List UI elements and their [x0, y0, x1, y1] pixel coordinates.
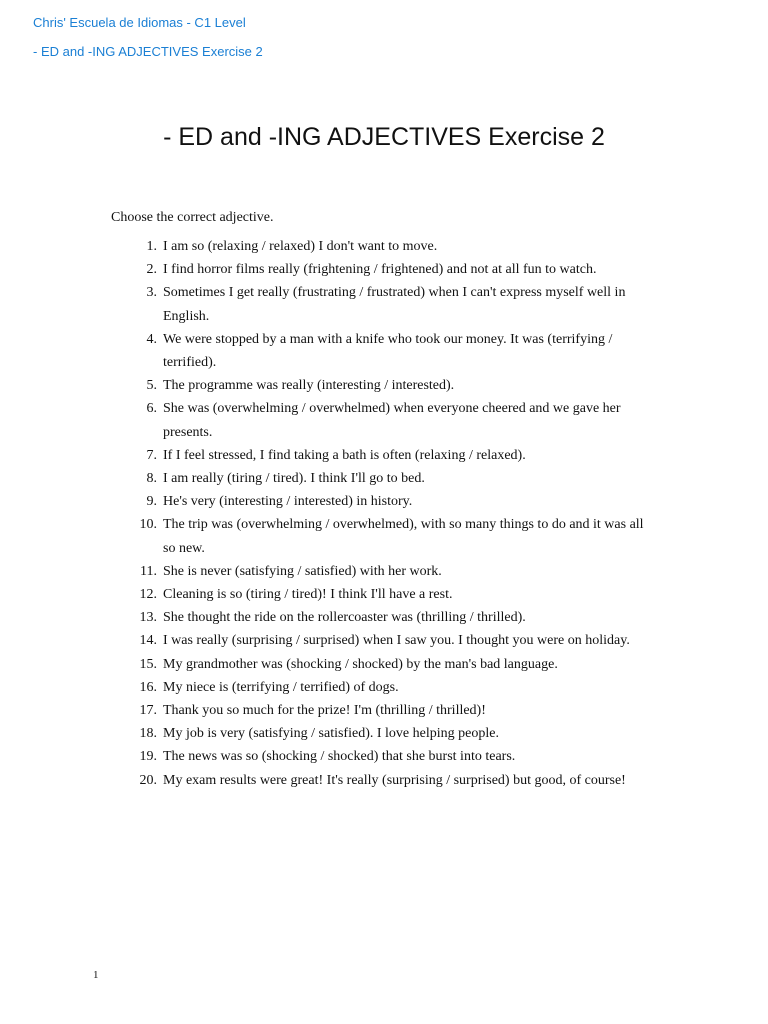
exercise-item-text: Cleaning is so (tiring / tired)! I think I'll have a rest. — [163, 587, 453, 603]
exercise-item — [0, 699, 658, 722]
exercise-item — [0, 513, 658, 559]
exercise-item — [0, 722, 658, 745]
page-title: - ED and -ING ADJECTIVES Exercise 2 — [163, 123, 605, 151]
exercise-item-number: 12. — [139, 587, 157, 603]
exercise-item — [0, 235, 658, 258]
exercise-item-number: 1. — [146, 239, 157, 254]
exercise-item — [0, 397, 658, 443]
exercise-item-text: She thought the ride on the rollercoaster was (thrilling / thrilled). — [163, 610, 526, 626]
exercise-item-number: 10. — [139, 517, 157, 533]
exercise-item-number: 15. — [139, 656, 157, 672]
exercise-item-number: 13. — [139, 610, 157, 626]
exercise-item — [0, 258, 658, 281]
exercise-item-number: 14. — [139, 633, 157, 649]
exercise-item — [0, 769, 658, 792]
exercise-item — [0, 629, 658, 652]
exercise-item-number: 6. — [146, 401, 157, 417]
exercise-item-text: My job is very (satisfying / satisfied). I love helping people. — [163, 726, 499, 742]
exercise-item-number: 11. — [140, 563, 157, 579]
exercise-item-text: We were stopped by a man with a knife who took our money. It was (terrifying / terrified). — [163, 331, 613, 371]
exercise-item-number: 9. — [146, 494, 157, 510]
exercise-item-text: I am so (relaxing / relaxed) I don't want to move. — [163, 239, 438, 254]
exercise-item — [0, 490, 658, 513]
exercise-list — [0, 235, 658, 792]
exercise-item-text: She was (overwhelming / overwhelmed) when everyone cheered and we gave her presents. — [163, 401, 621, 440]
exercise-item-number: 16. — [139, 679, 157, 695]
exercise-item-text: My niece is (terrifying / terrified) of dogs. — [163, 679, 399, 695]
exercise-item-number: 4. — [146, 331, 157, 347]
exercise-item-number: 20. — [139, 772, 157, 788]
exercise-item-number: 17. — [139, 703, 157, 719]
exercise-item — [0, 676, 658, 699]
exercise-item-text: My exam results were great! It's really (surprising / surprised) but good, of course! — [163, 772, 626, 788]
exercise-item — [0, 606, 658, 629]
exercise-item-number: 2. — [146, 262, 157, 278]
exercise-item-text: I was really (surprising / surprised) when I saw you. I thought you were on holiday. — [163, 633, 630, 649]
exercise-item-text: Thank you so much for the prize! I'm (thrilling / thrilled)! — [163, 703, 486, 719]
exercise-item — [0, 374, 658, 397]
exercise-item-number: 7. — [146, 447, 157, 463]
exercise-item-text: She is never (satisfying / satisfied) with her work. — [163, 563, 442, 579]
instruction-text: Choose the correct adjective. — [111, 210, 274, 225]
exercise-item-text: The trip was (overwhelming / overwhelmed), with so many things to do and it was all so new. — [163, 517, 644, 556]
exercise-item-text: The programme was really (interesting / interested). — [163, 378, 455, 394]
exercise-item — [0, 653, 658, 676]
exercise-item-text: If I feel stressed, I find taking a bath is often (relaxing / relaxed). — [163, 447, 526, 463]
exercise-item-number: 19. — [139, 749, 157, 765]
exercise-item-text: I am really (tiring / tired). I think I'll go to bed. — [163, 471, 425, 487]
exercise-item-text: My grandmother was (shocking / shocked) by the man's bad language. — [163, 656, 558, 672]
exercise-item-text: I find horror films really (frightening / frightened) and not at all fun to watch. — [163, 262, 597, 278]
exercise-item-text: Sometimes I get really (frustrating / frustrated) when I can't express myself well in English. — [163, 285, 626, 324]
exercise-item-number: 18. — [139, 726, 157, 742]
exercise-item-text: The news was so (shocking / shocked) that she burst into tears. — [163, 749, 516, 765]
exercise-item — [0, 328, 658, 374]
exercise-item-number: 8. — [146, 471, 157, 487]
exercise-item — [0, 444, 658, 467]
exercise-item — [0, 467, 658, 490]
exercise-item — [0, 281, 658, 327]
header-school-name: Chris' Escuela de Idiomas - C1 Level — [33, 15, 246, 30]
exercise-item-number: 3. — [146, 285, 157, 301]
header-exercise-name: - ED and -ING ADJECTIVES Exercise 2 — [33, 44, 263, 59]
exercise-item — [0, 745, 658, 768]
page-number: 1 — [93, 969, 99, 981]
exercise-item-number: 5. — [146, 378, 157, 394]
exercise-item — [0, 583, 658, 606]
exercise-item-text: He's very (interesting / interested) in history. — [163, 494, 413, 510]
exercise-item — [0, 560, 658, 583]
